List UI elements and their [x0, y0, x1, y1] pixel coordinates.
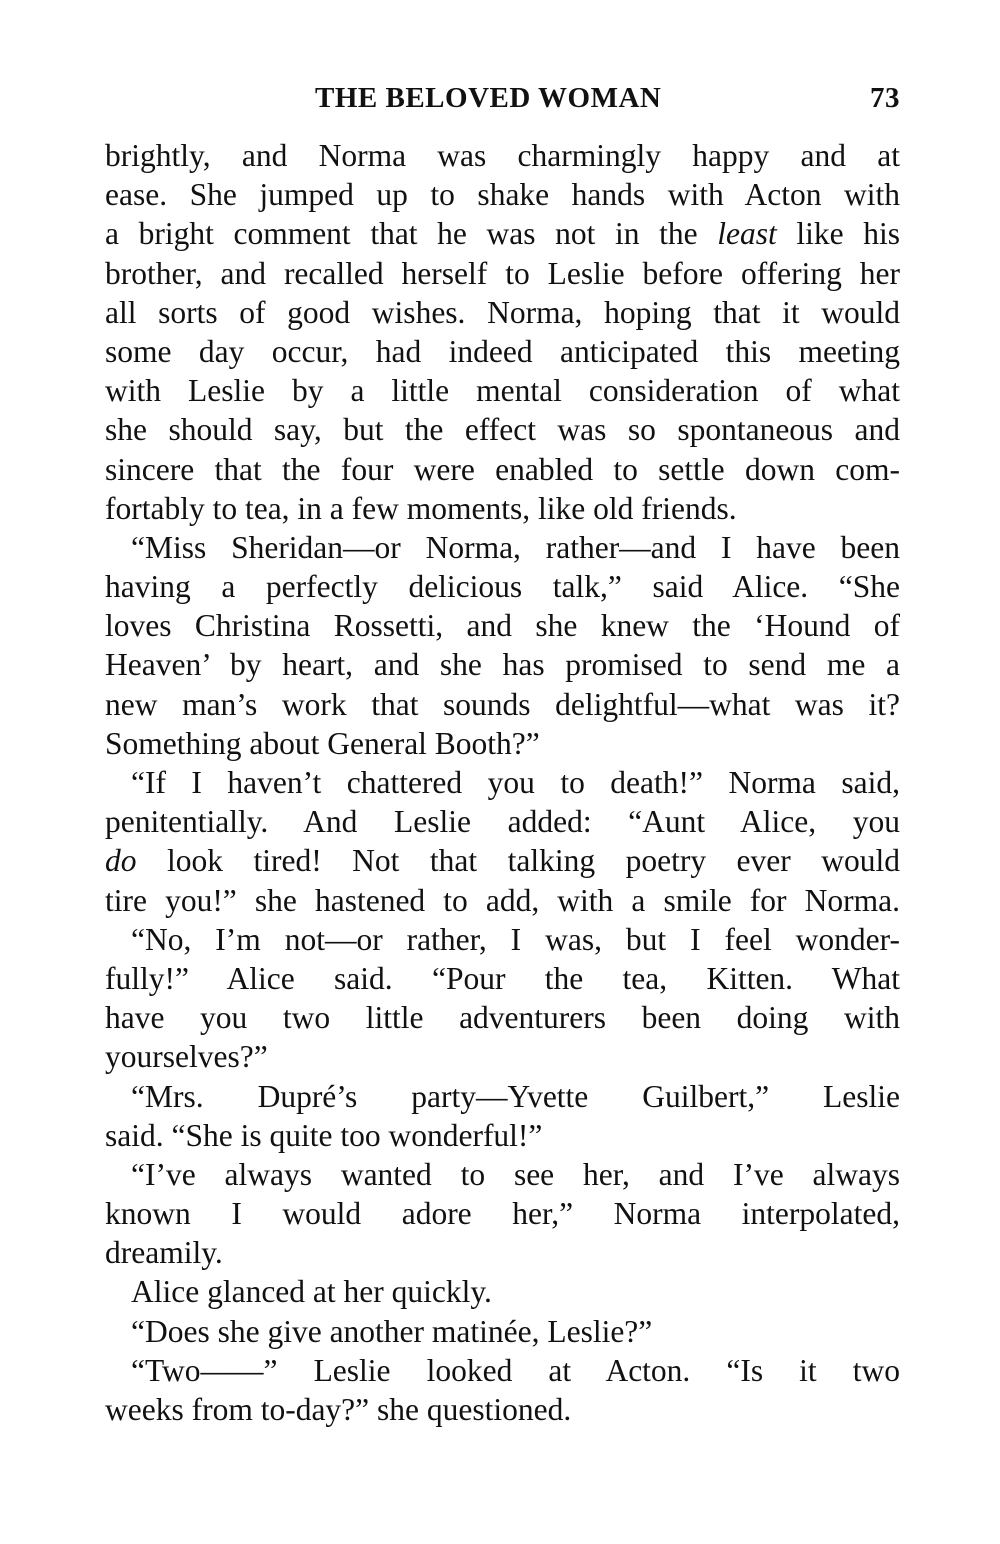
text-line: she should say, but the effect was so spontaneous and — [105, 412, 900, 448]
text-line: “I’ve always wanted to see her, and I’ve always — [131, 1156, 900, 1192]
italic-emphasis: do — [105, 843, 137, 879]
text-line: “Two——” Leslie looked at Acton. “Is it two — [131, 1352, 900, 1388]
text-line: having a perfectly delicious talk,” said Alice. “She — [105, 569, 900, 605]
text-line: with Leslie by a little mental consideration of what — [105, 373, 900, 409]
text-line: all sorts of good wishes. Norma, hoping that it would — [105, 294, 900, 330]
text-line: brightly, and Norma was charmingly happy and at — [105, 138, 900, 173]
text-line: Alice glanced at her quickly. — [131, 1274, 492, 1310]
text-line: “Mrs. Dupré’s party—Yvette Guilbert,” Leslie — [131, 1078, 900, 1114]
text-line: brother, and recalled herself to Leslie before offering her — [105, 255, 900, 291]
text-line: Heaven’ by heart, and she has promised to send me a — [105, 647, 900, 683]
page-number: 73 — [870, 82, 900, 114]
text-line: weeks from to-day?” she questioned. — [105, 1392, 572, 1427]
text-line: “Miss Sheridan—or Norma, rather—and I have been — [131, 529, 900, 565]
text-line: have you two little adventurers been doing with — [105, 1000, 900, 1036]
body-text — [105, 136, 900, 1429]
text-line: loves Christina Rossetti, and she knew the ‘Hound of — [105, 608, 900, 644]
text-line: a bright comment that he was not in the least like his — [105, 216, 900, 252]
text-line: tire you!” she hastened to add, with a smile for Norma. — [105, 882, 900, 918]
italic-emphasis: least — [717, 216, 777, 252]
running-title: THE BELOVED WOMAN — [315, 82, 662, 114]
text-line: fortably to tea, in a few moments, like old friends. — [105, 490, 737, 526]
text-line: new man’s work that sounds delightful—what was it? — [105, 686, 900, 722]
text-line: “No, I’m not—or rather, I was, but I feel wonder- — [131, 921, 900, 957]
text-line: ease. She jumped up to shake hands with Acton with — [105, 177, 900, 213]
text-line: do look tired! Not that talking poetry ever would — [105, 843, 900, 879]
text-line: yourselves?” — [105, 1039, 268, 1075]
text-line: sincere that the four were enabled to settle down com- — [105, 451, 900, 487]
text-line: fully!” Alice said. “Pour the tea, Kitten. What — [105, 960, 900, 996]
text-line: “Does she give another matinée, Leslie?” — [131, 1313, 653, 1349]
text-line: “If I haven’t chattered you to death!” Norma said, — [131, 765, 900, 800]
text-line: known I would adore her,” Norma interpolated, — [105, 1196, 900, 1232]
text-line: some day occur, had indeed anticipated this meeting — [105, 333, 900, 369]
text-line: said. “She is quite too wonderful!” — [105, 1117, 543, 1153]
running-head — [105, 82, 900, 122]
text-line: penitentially. And Leslie added: “Aunt Alice, you — [105, 804, 900, 840]
text-line: dreamily. — [105, 1235, 223, 1271]
text-line: Something about General Booth?” — [105, 725, 540, 761]
